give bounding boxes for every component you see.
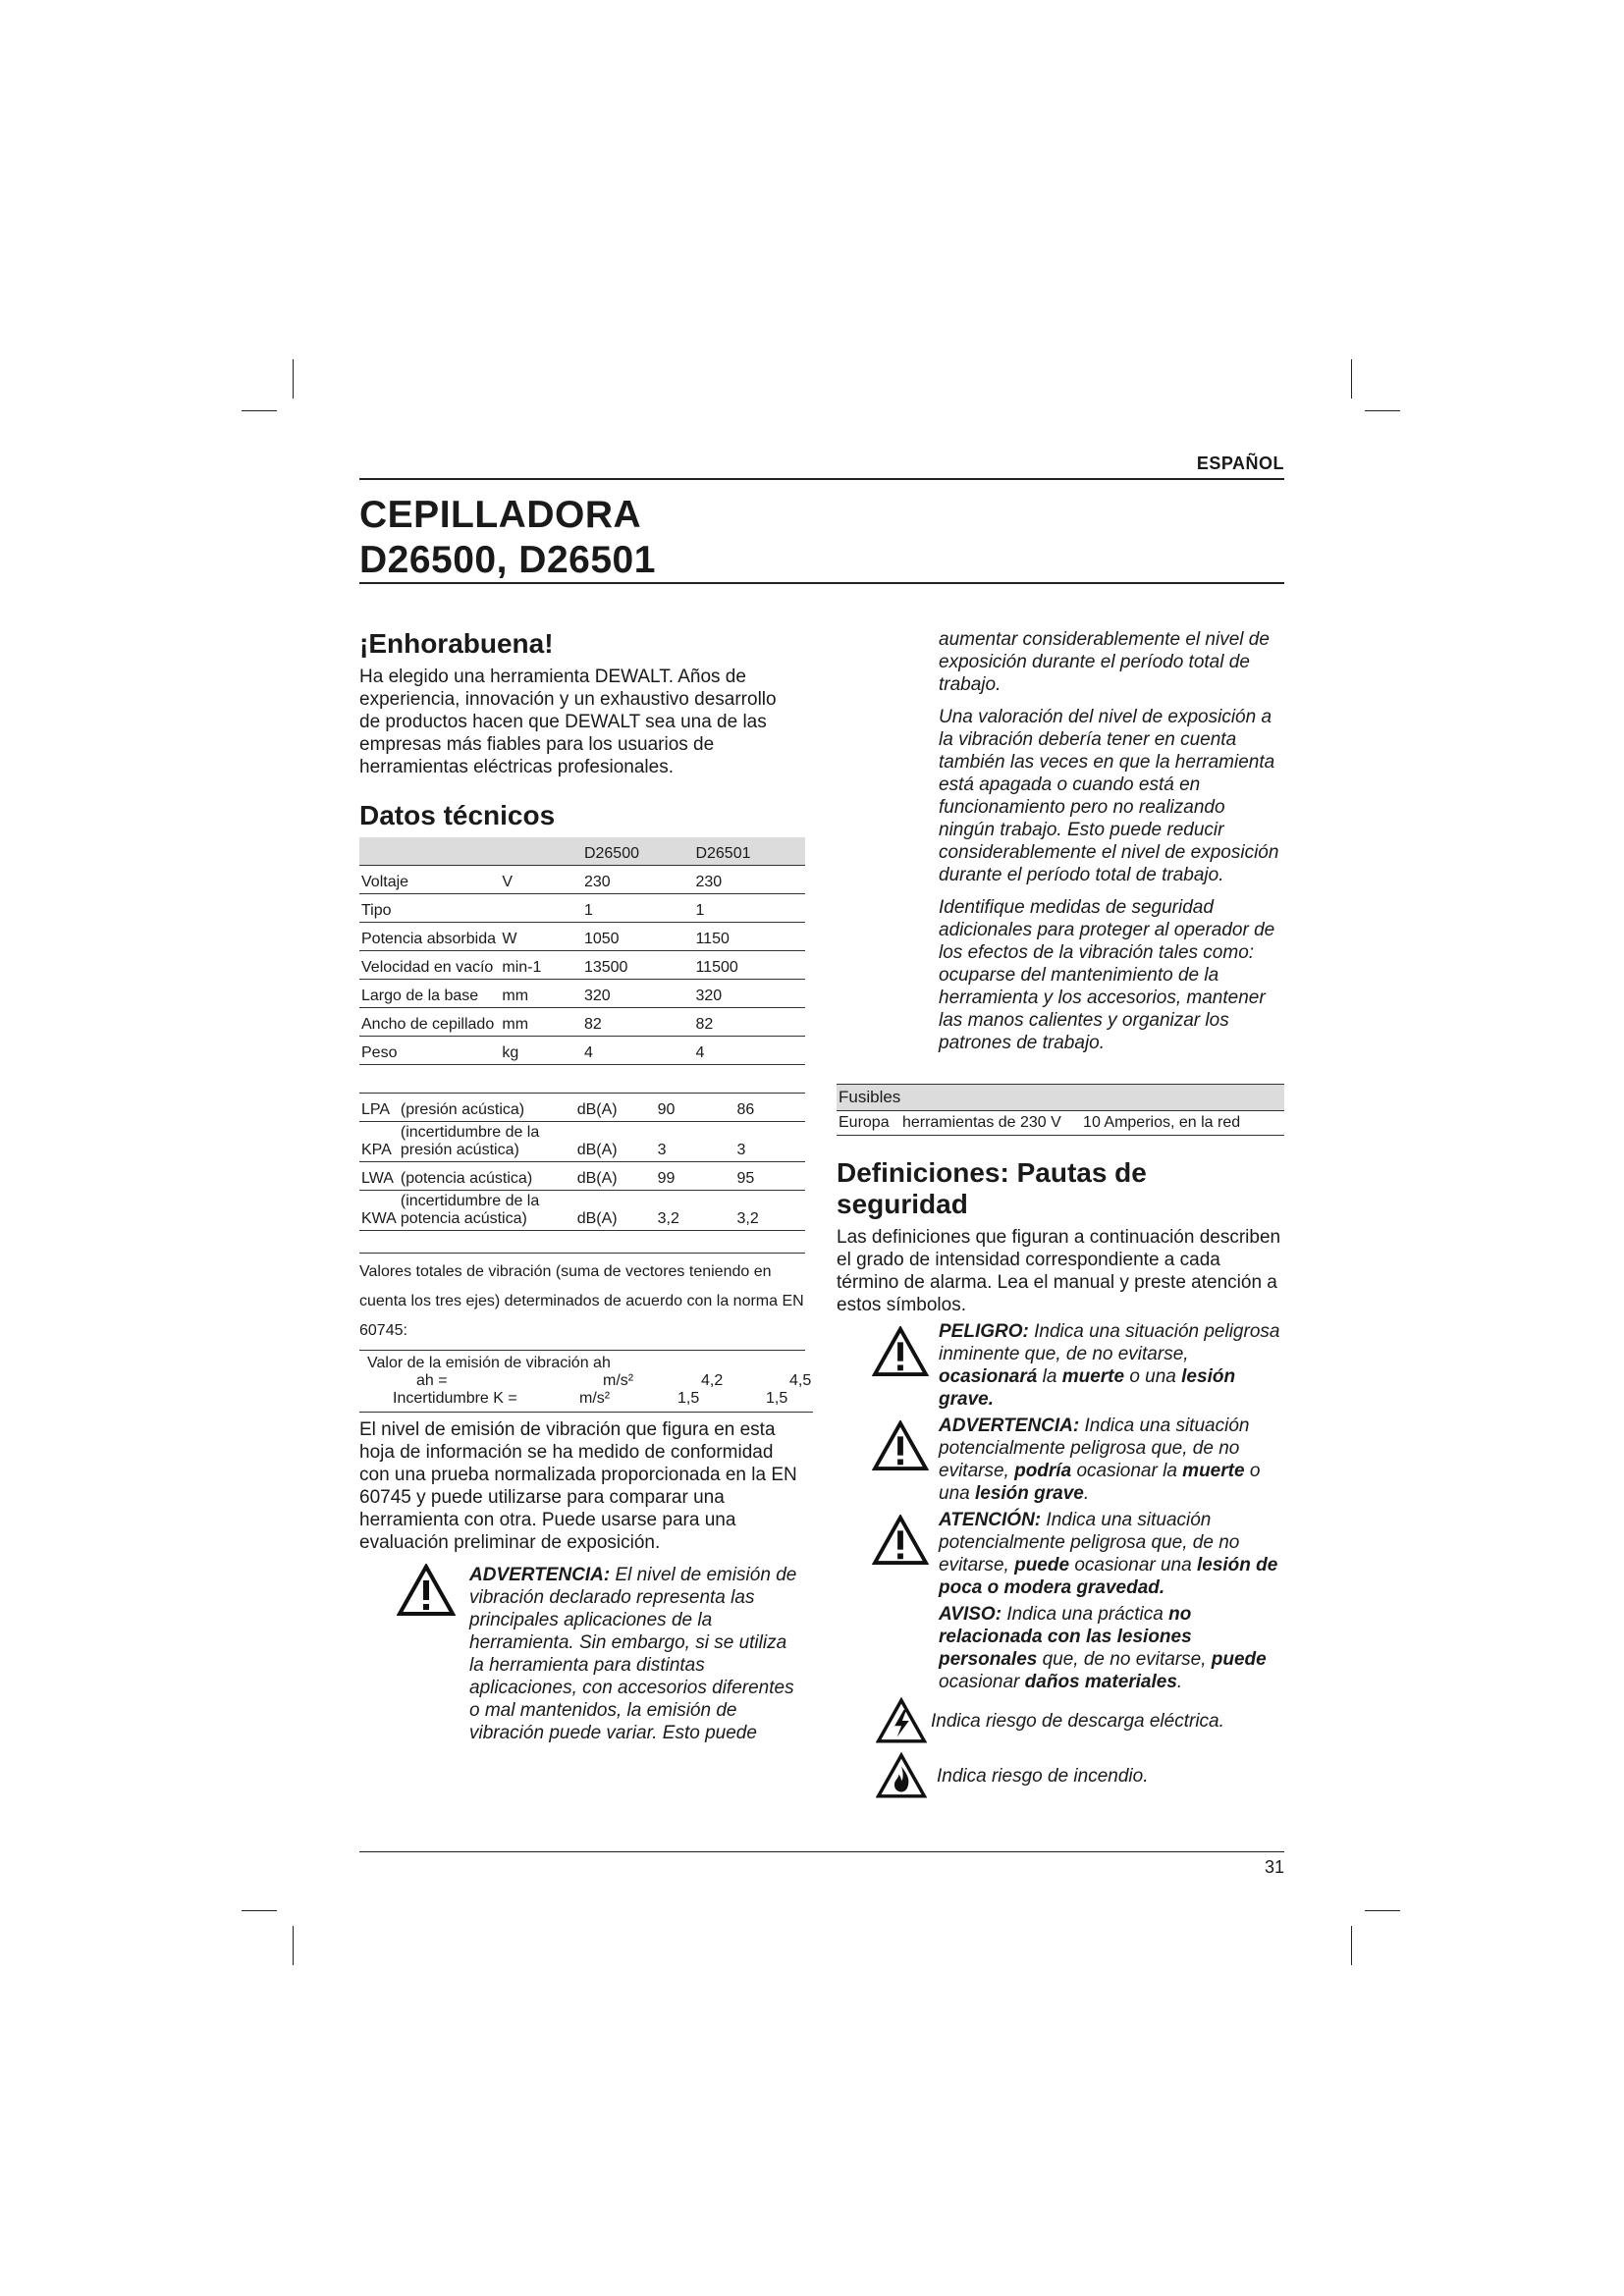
row-unit: m/s²	[579, 1390, 611, 1407]
row-unit: min-1	[500, 951, 582, 980]
row-value: 82	[693, 1008, 805, 1037]
peligro-block	[837, 1320, 1284, 1411]
warning-icon	[872, 1326, 929, 1377]
row-value: 99	[656, 1162, 735, 1191]
row-value: 1050	[582, 923, 694, 951]
crop-mark	[242, 1910, 277, 1911]
row-label: Tipo	[359, 894, 500, 923]
atencion-block	[837, 1509, 1284, 1599]
keyword: lesión grave.	[939, 1366, 1236, 1410]
congrats-text: Ha elegido una herramienta DEWALT. Años de experiencia, innovación y un exhaustivo desarrollo de productos hacen que DEWALT sea una de las empresas más fiables para los usuarios de herramientas eléctricas profesionales.	[359, 667, 777, 777]
row-unit: mm	[500, 980, 582, 1008]
header-rule	[359, 478, 1284, 480]
fuse-region: Europa	[839, 1114, 890, 1131]
electric-shock-icon	[876, 1697, 927, 1744]
text: que, de no evitarse,	[1042, 1649, 1207, 1670]
language-label: ESPAÑOL	[1196, 454, 1284, 473]
warning-icon	[397, 1564, 456, 1617]
table-row	[359, 1122, 805, 1162]
table-row	[359, 1191, 805, 1231]
row-value: 90	[656, 1094, 735, 1122]
row-label: (presión acústica)	[399, 1094, 575, 1122]
vibration-label: Valor de la emisión de vibración ah	[367, 1355, 611, 1371]
crop-mark	[1351, 1926, 1352, 1965]
row-value: 3,2	[735, 1191, 805, 1231]
electric-text: Indica riesgo de descarga eléctrica.	[931, 1710, 1224, 1732]
table-row	[359, 951, 805, 980]
row-label: Voltaje	[359, 866, 500, 894]
table-row	[359, 923, 805, 951]
row-label: (incertidumbre de la presión acústica)	[399, 1122, 575, 1162]
text: ocasionar una	[1074, 1555, 1192, 1575]
row-unit: kg	[500, 1037, 582, 1065]
table-row	[359, 1008, 805, 1037]
keyword: muerte	[1061, 1366, 1125, 1387]
row-value: 4	[693, 1037, 805, 1065]
vibration-table	[359, 1351, 813, 1413]
vibration-text: El nivel de emisión de vibración que figura en esta hoja de información se ha medido de conformidad con una prueba normalizada proporcionada en la EN 60745 y puede utilizarse para comparar una herramienta con otra. Puede usarse para una evaluación preliminar de exposición.	[359, 1419, 797, 1553]
congrats-heading: ¡Enhorabuena!	[359, 628, 554, 659]
keyword: AVISO:	[939, 1604, 1002, 1625]
page-title	[359, 493, 656, 583]
left-column	[359, 628, 812, 1744]
keyword: lesión de poca o modera gravedad.	[939, 1555, 1278, 1598]
vibration-warning	[359, 1564, 805, 1744]
noise-symbol: KPA	[359, 1122, 399, 1162]
noise-symbol: LPA	[359, 1094, 399, 1122]
title-line-1: CEPILLADORA	[359, 494, 642, 536]
vibration-warning-text	[469, 1564, 805, 1744]
warning-icon	[872, 1515, 929, 1566]
fire-block	[837, 1752, 1284, 1799]
text: Indica una situación potencialmente peligrosa que, de no evitarse,	[939, 1415, 1250, 1481]
table-row	[367, 1372, 813, 1390]
keyword: no relacionada con las lesiones personales	[939, 1604, 1192, 1670]
table-row	[359, 1037, 805, 1065]
crop-mark	[1365, 1910, 1400, 1911]
crop-mark	[1351, 359, 1352, 399]
warning-icon	[872, 1420, 929, 1471]
keyword: podría	[1014, 1461, 1072, 1481]
fuse-value: 10 Amperios, en la red	[1083, 1114, 1241, 1131]
row-value: 11500	[693, 951, 805, 980]
definitions-intro: Las definiciones que figuran a continuación describen el grado de intensidad correspondiente a cada término de alarma. Lea el manual y preste atención a estos símbolos.	[837, 1227, 1281, 1315]
noise-symbol: KWA	[359, 1191, 399, 1231]
tech-table	[359, 837, 805, 1065]
row-value: 3	[656, 1122, 735, 1162]
col-d26501: D26501	[693, 837, 805, 866]
title-line-2: D26500, D26501	[359, 539, 656, 581]
row-unit: m/s²	[603, 1372, 634, 1389]
aviso-text: AVISO: Indica una práctica no relacionada con las lesiones personales que, de no evitarse, puede ocasionar daños materiales.	[939, 1604, 1267, 1692]
noise-table	[359, 1093, 805, 1231]
keyword: ocasionará	[939, 1366, 1038, 1387]
advertencia-text: ADVERTENCIA: Indica una situación potencialmente peligrosa que, de no evitarse, podría ocasionar la muerte o una lesión grave.	[939, 1415, 1261, 1504]
col-d26500: D26500	[582, 837, 694, 866]
warning-keyword: ADVERTENCIA:	[469, 1565, 611, 1585]
atencion-text	[939, 1509, 1284, 1599]
text: ocasionar	[939, 1672, 1020, 1692]
row-value: 1	[693, 894, 805, 923]
right-column	[837, 628, 1284, 1799]
keyword: ADVERTENCIA:	[939, 1415, 1080, 1436]
fuses-section	[837, 1084, 1284, 1136]
fuse-tools: herramientas de 230 V	[901, 1114, 1061, 1131]
electric-block	[837, 1697, 1284, 1744]
keyword: daños materiales	[1024, 1672, 1177, 1692]
keyword: PELIGRO:	[939, 1321, 1029, 1342]
row-unit: dB(A)	[575, 1162, 656, 1191]
row-value: 320	[693, 980, 805, 1008]
table-row	[359, 866, 805, 894]
safety-measures-text: Identifique medidas de seguridad adicionales para proteger al operador de los efectos de la vibración tales como: ocuparse del mantenimiento de la herramienta y los accesorios, mantener las manos calientes y organizar los patrones de trabajo.	[939, 897, 1275, 1053]
advertencia-block	[837, 1415, 1284, 1505]
row-unit: dB(A)	[575, 1191, 656, 1231]
row-label: (potencia acústica)	[399, 1162, 575, 1191]
crop-mark	[293, 359, 294, 399]
row-value: 1	[582, 894, 694, 923]
row-label: Potencia absorbida	[359, 923, 500, 951]
row-label: Peso	[359, 1037, 500, 1065]
fire-text: Indica riesgo de incendio.	[937, 1765, 1149, 1787]
row-unit	[500, 894, 582, 923]
keyword: muerte	[1182, 1461, 1245, 1481]
title-rule	[359, 582, 1284, 584]
row-value: 1150	[693, 923, 805, 951]
vibration-note: Valores totales de vibración (suma de vectores teniendo en cuenta los tres ejes) determinados de acuerdo con la norma EN 60745:	[359, 1253, 805, 1351]
text: Indica una situación potencialmente peligrosa que, de no evitarse,	[939, 1510, 1240, 1575]
definitions-heading: Definiciones: Pautas de seguridad	[837, 1157, 1147, 1219]
crop-mark	[242, 410, 277, 411]
row-label: (incertidumbre de la potencia acústica)	[399, 1191, 575, 1231]
table-row	[359, 894, 805, 923]
text: Indica una práctica	[1006, 1604, 1164, 1625]
crop-mark	[293, 1926, 294, 1965]
exposure-text: Una valoración del nivel de exposición a la vibración debería tener en cuenta también las veces en que la herramienta está apagada o cuando está en funcionamiento pero no realizando ningún trabajo. Esto puede reducir considerablemente el nivel de exposición durante el período total de trabajo.	[939, 707, 1279, 885]
keyword: ATENCIÓN:	[939, 1510, 1042, 1530]
fire-icon	[876, 1752, 927, 1799]
continued-text: aumentar considerablemente el nivel de exposición durante el período total de trabajo.	[939, 629, 1270, 695]
text: o una	[939, 1461, 1261, 1504]
fuses-heading: Fusibles	[837, 1084, 1284, 1111]
row-unit: dB(A)	[575, 1094, 656, 1122]
row-label: Largo de la base	[359, 980, 500, 1008]
table-row	[367, 1390, 813, 1408]
row-value: 82	[582, 1008, 694, 1037]
row-value: 13500	[582, 951, 694, 980]
text: Indica una situación peligrosa inminente que, de no evitarse,	[939, 1321, 1280, 1364]
row-unit: W	[500, 923, 582, 951]
row-value: 3,2	[656, 1191, 735, 1231]
row-value: 95	[735, 1162, 805, 1191]
table-row	[359, 1094, 805, 1122]
noise-symbol: LWA	[359, 1162, 399, 1191]
keyword: puede	[1014, 1555, 1070, 1575]
tech-heading: Datos técnicos	[359, 800, 556, 830]
vib-ah-label: ah =	[416, 1372, 448, 1389]
row-value: 3	[735, 1122, 805, 1162]
table-row	[359, 980, 805, 1008]
vib-k-label: Incertidumbre K =	[393, 1390, 517, 1407]
text: o una	[1129, 1366, 1176, 1387]
row-label: Ancho de cepillado	[359, 1008, 500, 1037]
footer-rule	[359, 1851, 1284, 1852]
row-value: 4,5	[789, 1372, 812, 1389]
row-value: 4,2	[701, 1372, 724, 1389]
keyword: puede	[1211, 1649, 1267, 1670]
peligro-text	[939, 1320, 1284, 1411]
text: la	[1042, 1366, 1057, 1387]
row-value: 86	[735, 1094, 805, 1122]
row-value: 320	[582, 980, 694, 1008]
keyword: lesión grave	[974, 1483, 1084, 1504]
row-value: 4	[582, 1037, 694, 1065]
row-value: 230	[693, 866, 805, 894]
row-value: 230	[582, 866, 694, 894]
row-unit: mm	[500, 1008, 582, 1037]
row-value: 1,5	[766, 1390, 788, 1407]
row-unit: dB(A)	[575, 1122, 656, 1162]
warning-body: El nivel de emisión de vibración declarado representa las principales aplicaciones de la herramienta. Sin embargo, si se utiliza la herramienta para distintas aplicaciones, con accesorios diferentes o mal mantenidos, la emisión de vibración puede variar. Esto puede	[469, 1565, 797, 1743]
fuses-row	[837, 1111, 1284, 1136]
row-label: Velocidad en vacío	[359, 951, 500, 980]
text: ocasionar la	[1076, 1461, 1177, 1481]
table-row	[359, 1162, 805, 1191]
row-unit: V	[500, 866, 582, 894]
crop-mark	[1365, 410, 1400, 411]
row-value: 1,5	[677, 1390, 700, 1407]
page-number: 31	[1264, 1857, 1284, 1877]
